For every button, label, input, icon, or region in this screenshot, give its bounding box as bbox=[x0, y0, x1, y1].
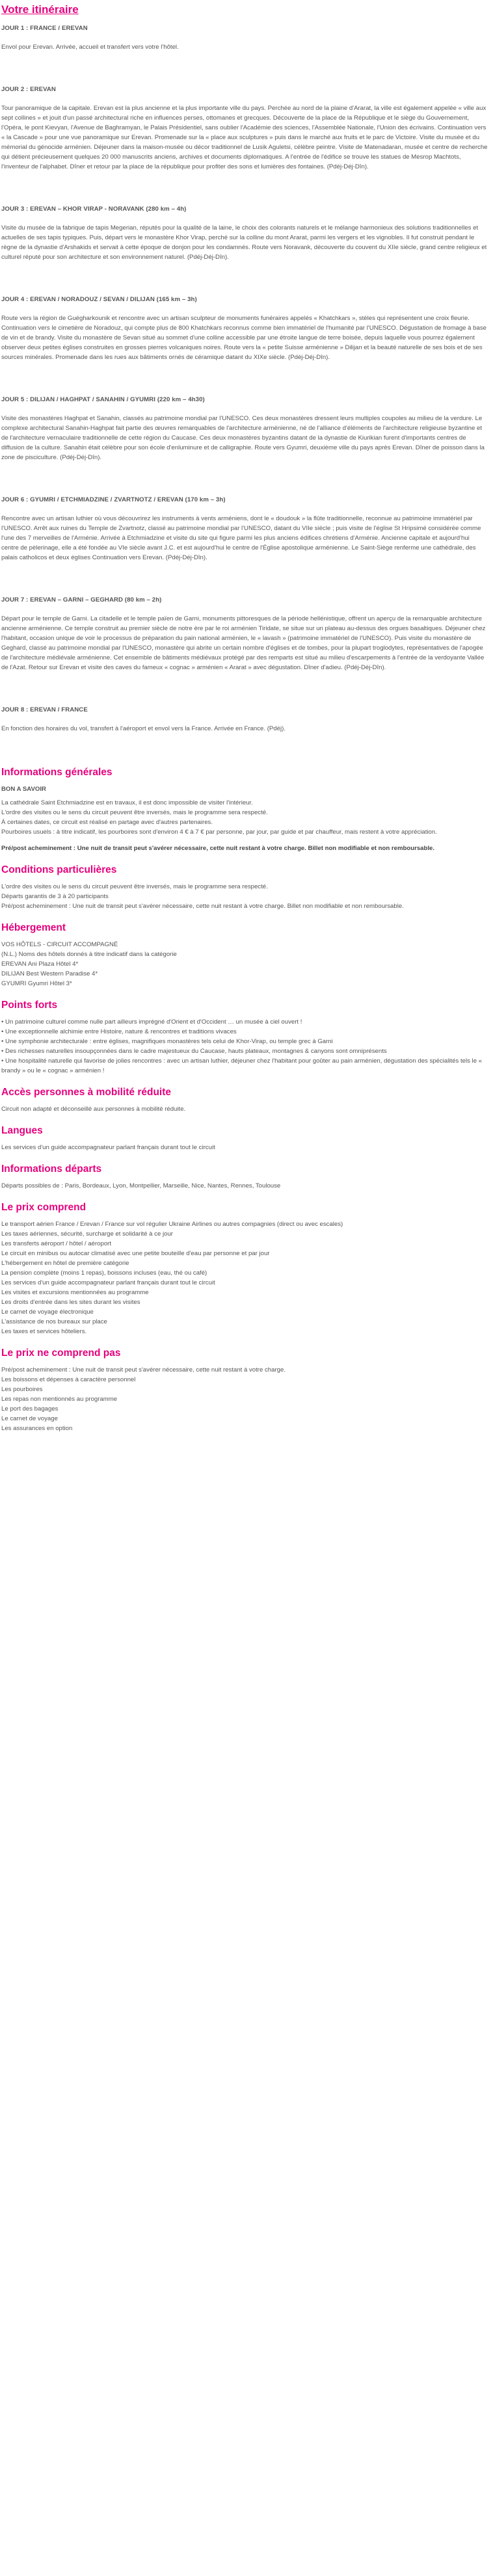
list-item: Les taxes et services hôteliers. bbox=[1, 1328, 87, 1335]
day-title: JOUR 7 : EREVAN – GARNI – GEGHARD (80 km – 2h) bbox=[1, 596, 162, 604]
list-item: Les taxes aériennes, sécurité, surcharge et solidarité à ce jour bbox=[1, 1230, 173, 1238]
list-item: La pension complète (moins 1 repas), boissons incluses (eau, thé ou café) bbox=[1, 1269, 207, 1277]
prix-lines bbox=[1, 1219, 488, 1336]
day-title: JOUR 6 : GYUMRI / ETCHMIADZINE / ZVARTNOTZ / EREVAN (170 km – 3h) bbox=[1, 496, 226, 503]
day-block bbox=[1, 23, 488, 52]
day-title: JOUR 5 : DILIJAN / HAGHPAT / SANAHIN / GYUMRI (220 km – 4h30) bbox=[1, 396, 205, 403]
list-item: (N.L.) Noms des hôtels donnés à titre indicatif dans la catégorie bbox=[1, 951, 177, 958]
day-block bbox=[1, 595, 488, 672]
acces-title: Accès personnes à mobilité réduite bbox=[1, 1087, 172, 1098]
list-item: La cathédrale Saint Etchmiadzine est en travaux, il est donc impossible de visiter l'intérieur. bbox=[1, 799, 253, 806]
day-block bbox=[1, 495, 488, 563]
list-item: Départs garantis de 3 à 20 participants bbox=[1, 893, 109, 900]
infos-lines bbox=[1, 798, 488, 837]
list-item: L'assistance de nos bureaux sur place bbox=[1, 1318, 107, 1325]
list-item: Le carnet de voyage bbox=[1, 1415, 58, 1422]
page-title: Votre itinéraire bbox=[1, 3, 79, 16]
list-item: Le transport aérien France / Erevan / France sur vol régulier Ukraine Airlines ou autres compagnies (direct ou avec escales) bbox=[1, 1221, 343, 1228]
list-item: Les droits d'entrée dans les sites durant les visites bbox=[1, 1299, 140, 1306]
list-item: Le carnet de voyage électronique bbox=[1, 1308, 94, 1316]
list-item: Pré/post acheminement : Une nuit de transit peut s'avérer nécessaire, cette nuit restant à votre charge. bbox=[1, 1366, 286, 1374]
list-item: EREVAN Ani Plaza Hôtel 4* bbox=[1, 961, 79, 968]
day-block bbox=[1, 204, 488, 262]
itinerary-days bbox=[1, 23, 488, 734]
list-item: Les boissons et dépenses à caractère personnel bbox=[1, 1376, 136, 1383]
day-block bbox=[1, 705, 488, 734]
day-text: Visite du musée de la fabrique de tapis Megerian, réputés pour la qualité de la laine, le choix des colorants naturels et le mélange harmonieux des solutions traditionnelles et actuelles de ses tapis typiques. Puis, départ vers le monastère Khor Virap, perché sur la colline du mont Ararat, parmi les vergers et les vignobles. Il fut construit pendant le règne de la dynastie d'Arshakids et servait à cette époque de donjon pour les condamnés. Route vers Noravank, découverte du couvent du XIIe siècle, grand centre religieux et culturel réputé pour son architecture et son environnement naturel. (Pdéj-Déj-Dîn). bbox=[1, 224, 487, 261]
day-title: JOUR 4 : EREVAN / NORADOUZ / SEVAN / DILIJAN (165 km – 3h) bbox=[1, 296, 197, 303]
infos-subtitle: BON A SAVOIR bbox=[1, 786, 46, 793]
nonprix-lines bbox=[1, 1365, 488, 1433]
day-block bbox=[1, 395, 488, 462]
list-item: À certaines dates, ce circuit est réalisé en partage avec d'autres partenaires. bbox=[1, 819, 213, 826]
day-title: JOUR 1 : FRANCE / EREVAN bbox=[1, 25, 88, 32]
langues-title: Langues bbox=[1, 1125, 43, 1136]
conditions-title: Conditions particulières bbox=[1, 864, 117, 875]
list-item: Les services d'un guide accompagnateur parlant français durant tout le circuit bbox=[1, 1279, 215, 1286]
departs-title: Informations départs bbox=[1, 1163, 102, 1175]
departs-text: Départs possibles de : Paris, Bordeaux, Lyon, Montpellier, Marseille, Nice, Nantes, Rennes, Toulouse bbox=[1, 1182, 281, 1189]
list-item: • Un patrimoine culturel comme nulle part ailleurs imprégné d'Orient et d'Occident … un musée à ciel ouvert ! bbox=[1, 1018, 302, 1026]
list-item: Le port des bagages bbox=[1, 1405, 59, 1413]
day-text: Envol pour Erevan. Arrivée, accueil et transfert vers votre l'hôtel. bbox=[1, 44, 179, 51]
list-item: • Une symphonie architecturale : entre églises, magnifiques monastères tels celui de Khor-Virap, ou temple grec à Garni bbox=[1, 1038, 333, 1045]
points-title: Points forts bbox=[1, 1000, 58, 1011]
conditions-lines bbox=[1, 882, 488, 911]
list-item: Pourboires usuels : à titre indicatif, les pourboires sont d'environ 4 € à 7 € par personne, par jour, par guide et par chauffeur, mais restent à votre appréciation. bbox=[1, 829, 437, 836]
day-text: Visite des monastères Haghpat et Sanahin, classés au patrimoine mondial par l'UNESCO. Ces deux monastères dressent leurs multiples coupoles au milieu de la verdure. Le complexe architectural Sanahin-Haghpat fait partie des œuvres remarquables de l'architecture arménienne, né de l'alliance d'éléments de l'architecture religieuse byzantine et de l'architecture vernaculaire traditionnelle de cette région du Caucase. Ces deux monastères byzantins datant de la dynastie de Kiurikian furent d'importants centres de diffusion de la culture. Sanahin était célèbre pour son école d'enluminure et de calligraphie. Route vers Gyumri, deuxième ville du pays après Erevan. Dîner de poisson dans la zone de pisciculture. (Pdéj-Déj-Dîn). bbox=[1, 415, 485, 461]
list-item: Le circuit en minibus ou autocar climatisé avec une petite bouteille d'eau par personne et par jour bbox=[1, 1250, 270, 1257]
day-block bbox=[1, 85, 488, 172]
day-text: Rencontre avec un artisan luthier où vous découvrirez les instruments à vents arméniens, dont le « doudouk » la flûte traditionnelle, reconnue au patrimoine immatériel par l'UNESCO. Arrêt aux ruines du Temple de Zvartnotz, classé au patrimoine mondial par l'UNESCO, datant du VIIe siècle ; puis visite de l'église St Hripsimé considérée comme l'une des 7 merveilles de l'Arménie. Arrivée à Etchmiadzine et visite du site qui figure parmi les plus anciens édifices chrétiens d'Arménie. Ancienne capitale et aujourd'hui centre de pèlerinage, elle a été fondée au VIe siècle avant J.C. et est aujourd'hui le centre de l'Église apostolique arménienne. Le Saint-Siège renferme une cathédrale, des palais catholicos et deux églises Continuation vers Erevan. (Pdéj-Déj-Dîn). bbox=[1, 515, 481, 561]
list-item: Les visites et excursions mentionnées au programme bbox=[1, 1289, 149, 1296]
infos-prepay: Pré/post acheminement : Une nuit de transit peut s'avérer nécessaire, cette nuit restant à votre charge. Billet non modifiable et non remboursable. bbox=[1, 845, 435, 852]
list-item: Pré/post acheminement : Une nuit de transit peut s'avérer nécessaire, cette nuit restant à votre charge. Billet non modifiable et non remboursable. bbox=[1, 903, 404, 910]
list-item: VOS HÔTELS - CIRCUIT ACCOMPAGNÉ bbox=[1, 941, 118, 948]
list-item: • Des richesses naturelles insoupçonnées dans le cadre majestueux du Caucase, hauts plateaux, montagnes & canyons sont omniprésents bbox=[1, 1048, 387, 1055]
list-item: Les transferts aéroport / hôtel / aéroport bbox=[1, 1240, 112, 1247]
list-item: L'hébergement en hôtel de première catégorie bbox=[1, 1260, 129, 1267]
infos-title: Informations générales bbox=[1, 767, 113, 778]
list-item: Les pourboires bbox=[1, 1386, 43, 1393]
langues-text: Les services d'un guide accompagnateur parlant français durant tout le circuit bbox=[1, 1144, 215, 1151]
day-title: JOUR 8 : EREVAN / FRANCE bbox=[1, 706, 88, 713]
list-item: L'ordre des visites ou le sens du circuit peuvent être inversés, mais le programme sera respecté. bbox=[1, 883, 268, 890]
hebergement-title: Hébergement bbox=[1, 922, 66, 933]
acces-text: Circuit non adapté et déconseillé aux personnes à mobilité réduite. bbox=[1, 1106, 186, 1113]
list-item: DILIJAN Best Western Paradise 4* bbox=[1, 970, 98, 977]
nonprix-title: Le prix ne comprend pas bbox=[1, 1348, 121, 1359]
list-item: Les assurances en option bbox=[1, 1425, 73, 1432]
day-text: Tour panoramique de la capitale. Erevan est la plus ancienne et la plus importante ville du pays. Perchée au nord de la plaine d'Ararat, la ville est également appelée « ville aux sept collines » et jouit d'un passé architectural riche en influences perses, ottomanes et grecques. Découverte de la place de la République et le siège du Gouvernement, l'Opéra, le pont Kievyan, l'Avenue de Baghramyan, le Palais Présidentiel, sans oublier l'Académie des sciences, l'Assemblée Nationale, l'Union des écrivains. Continuation vers « la Cascade » pour une vue panoramique sur Erevan. Promenade sur la « place aux sculptures » puis dans le marché aux fruits et le parc de Victoire. Visite du musée et du mémorial du génocide arménien. Déjeuner dans la maison-musée ou décor traditionnel de Lusik Aguletsi, célèbre peintre. Visite de Matenadaran, musée et centre de recherche qui détient précieusement quelques 20 000 manuscrits anciens, archives et documents diplomatiques. A l'entrée de l'édifice se trouve les statues de Mesrop Machtots, l'inventeur de l'alphabet. Dîner et retour par la place de la république pour profiter des sons et lumières des fontaines. (Pdéj-Déj-Dîn). bbox=[1, 105, 488, 170]
prix-title: Le prix comprend bbox=[1, 1202, 87, 1213]
hebergement-lines bbox=[1, 940, 488, 989]
day-title: JOUR 2 : EREVAN bbox=[1, 86, 56, 93]
list-item: • Une hospitalité naturelle qui favorise de jolies rencontres : avec un artisan luthier, déjeuner chez l'habitant pour goûter au pain arménien, dégustation des spécialités tels le « brandy » ou le « cognac » arménien ! bbox=[1, 1057, 483, 1074]
list-item: GYUMRI Gyumri Hôtel 3* bbox=[1, 980, 72, 987]
list-item: • Une exceptionnelle alchimie entre Histoire, nature & rencontres et traditions vivaces bbox=[1, 1028, 237, 1035]
list-item: L'ordre des visites ou le sens du circuit peuvent être inversés, mais le programme sera respecté. bbox=[1, 809, 268, 816]
day-text: Départ pour le temple de Garni. La citadelle et le temple païen de Garni, monuments pittoresques de la période hellénistique, offrent un aperçu de la remarquable architecture ancienne arménienne. Ce temple construit au premier siècle de notre ère par le roi arménien Tiridate, se situe sur un plateau au-dessus des orgues basaltiques. Déjeuner chez l'habitant, occasion unique de voir le processus de préparation du pain national arménien, le « lavash » (patrimoine immatériel de l'UNESCO). Puis visite du monastère de Geghard, classé au patrimoine mondial par l'UNESCO, monastère qui abrite un certain nombre d'églises et de tombes, pour la plupart troglodytes, représentatives de l'apogée de l'architecture médiévale arménienne. Cet ensemble de bâtiments médiévaux protégé par des remparts est situé au milieu d'escarpements à l'entrée de la verdoyante Vallée de l'Azat. Retour sur Erevan et visite des caves du fameux « cognac » arménien « Ararat » avec dégustation. Dîner d'adieu. (Pdéj-Déj-Dîn). bbox=[1, 615, 486, 671]
list-item: Les repas non mentionnés au programme bbox=[1, 1396, 118, 1403]
points-lines bbox=[1, 1017, 488, 1076]
day-text: En fonction des horaires du vol, transfert à l'aéroport et envol vers la France. Arrivée en France. (Pdéj). bbox=[1, 725, 286, 732]
day-title: JOUR 3 : EREVAN – KHOR VIRAP - NORAVANK (280 km – 4h) bbox=[1, 206, 187, 213]
day-text: Route vers la région de Guégharkounik et rencontre avec un artisan sculpteur de monuments funéraires appelés « Khatchkars », stèles qui représentent une croix fleurie. Continuation vers le cimetière de Noradouz, qui compte plus de 800 Khatchkars reconnus comme bien immatériel de l'humanité par l'UNESCO. Dégustation de fromage à base de vin et de brandy. Visite du monastère de Sevan situé au sommet d'une colline accessible par une étroite langue de terre boisée, depuis laquelle vous pourrez également observer deux petites églises construites en grosses pierres volcaniques noires. Route vers la « petite Suisse arménienne » Dilijan et la beauté naturelle de ses bois et de ses sources minérales. Promenade dans les rues aux bâtiments ornés de céramique datant du XIXe siècle. (Pdéj-Déj-Dîn). bbox=[1, 315, 486, 361]
day-block bbox=[1, 295, 488, 362]
